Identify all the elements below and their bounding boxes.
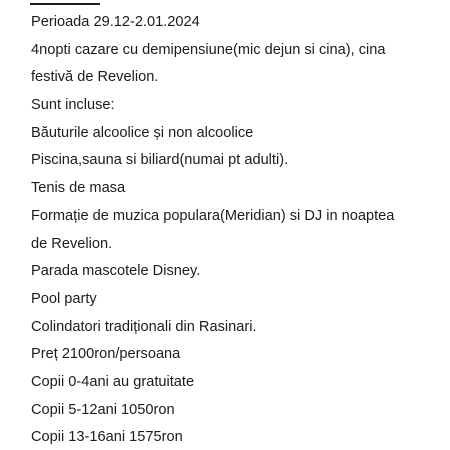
note-line-pool-party: Pool party xyxy=(31,290,97,307)
note-line-pool-sauna: Piscina,sauna si biliard(numai pt adulti). xyxy=(31,152,289,169)
clipped-previous-line xyxy=(30,0,100,8)
note-line-table-tennis: Tenis de masa xyxy=(31,180,126,197)
note-line-music-band-cont: de Revelion. xyxy=(31,235,113,252)
clipped-text-fragment xyxy=(30,3,100,5)
note-line-drinks: Băuturile alcoolice și non alcoolice xyxy=(31,124,254,141)
note-line-accommodation: 4nopti cazare cu demipensiune(mic dejun si cina), cina xyxy=(31,41,386,58)
note-line-accommodation-cont: festivă de Revelion. xyxy=(31,69,159,86)
note-line-period: Perioada 29.12-2.01.2024 xyxy=(31,14,200,30)
note-line-price: Preț 2100ron/persoana xyxy=(31,346,181,363)
note-line-children-0-4: Copii 0-4ani au gratuitate xyxy=(31,373,195,390)
note-line-children-5-12: Copii 5-12ani 1050ron xyxy=(31,401,175,418)
note-line-disney-parade: Parada mascotele Disney. xyxy=(31,263,201,280)
note-line-included-heading: Sunt incluse: xyxy=(31,97,115,114)
note-text-body[interactable] xyxy=(31,9,441,450)
note-line-carolers: Colindatori tradiționali din Rasinari. xyxy=(31,318,257,335)
note-line-children-13-16: Copii 13-16ani 1575ron xyxy=(31,429,183,446)
note-line-music-band: Formație de muzica populara(Meridian) si DJ in noaptea xyxy=(31,207,395,224)
